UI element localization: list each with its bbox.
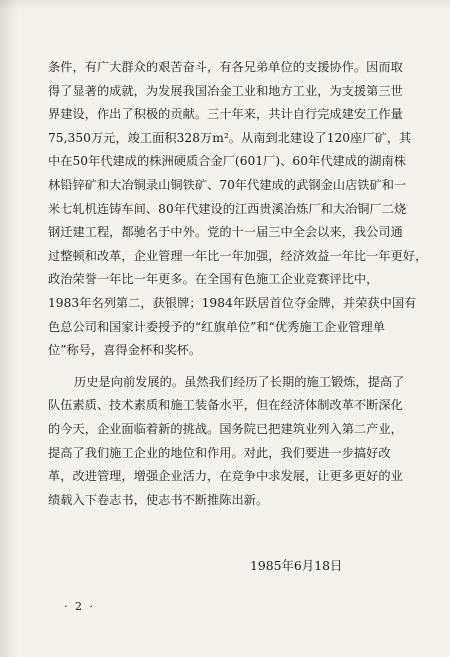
text-line: 历史是向前发展的。虽然我们经历了长期的施工锻炼，提高了 <box>74 374 405 389</box>
page-number: · 2 · <box>64 600 95 613</box>
text-line: 革，改进管理，增强企业活力，在竞争中求发展，让更多更好的业 <box>48 469 403 484</box>
text-line: 1983年名列第二，获银牌；1984年跃居首位夺金牌，并荣获中国有 <box>48 295 417 310</box>
text-line: 绩载入下卷志书，使志书不断推陈出新。 <box>48 492 269 507</box>
text-line: 过整顿和改革，企业管理一年比一年加强，经济效益一年比一年更好， <box>48 248 428 263</box>
scan-edge-shadow <box>0 0 18 657</box>
text-line: 的今天，企业面临着新的挑战。国务院已把建筑业列入第二产业， <box>48 421 403 436</box>
text-line: 提高了我们施工企业的地位和作用。对此，我们要进一步搞好改 <box>48 445 391 460</box>
paragraph-gap <box>48 363 433 371</box>
text-line: 界建设，作出了积极的贡献。三十年来，共计自行完成建安工作量 <box>48 107 403 122</box>
text-line: 米七轧机连铸车间、80年代建设的江西贵溪冶炼厂和大冶铜厂二烧 <box>48 201 407 216</box>
text-line: 队伍素质、技术素质和施工装备水平，但在经济体制改革不断深化 <box>48 398 403 413</box>
text-line: 得了显著的成就，为发展我国冶金工业和地方工业，为支援第三世 <box>48 83 403 98</box>
scan-top-shadow <box>0 0 450 10</box>
text-line: 政治荣誉一年比一年更多。在全国有色施工企业竞赛评比中， <box>48 272 379 287</box>
text-line: 条件，有广大群众的艰苦奋斗，有各兄弟单位的支援协作。因而取 <box>48 60 403 74</box>
text-line: 中在50年代建成的株洲硬质合金厂(601厂)、60年代建成的湖南株 <box>48 154 406 169</box>
text-line: 钢迁建工程，都驰名于中外。党的十一届三中全会以来，我公司通 <box>48 225 403 240</box>
text-line: 75,350万元，竣工面积328万m²。从南到北建设了120座厂矿，其 <box>48 130 412 145</box>
body-text <box>48 56 433 512</box>
document-date: 1985年6月18日 <box>250 558 343 573</box>
text-line: 林铅锌矿和大冶铜录山铜铁矿、70年代建成的武钢金山店铁矿和一 <box>48 177 407 192</box>
text-line: 位”称号，喜得金杯和奖杯。 <box>48 343 202 358</box>
text-line: 色总公司和国家计委授予的“红旗单位”和“优秀施工企业管理单 <box>48 319 386 334</box>
